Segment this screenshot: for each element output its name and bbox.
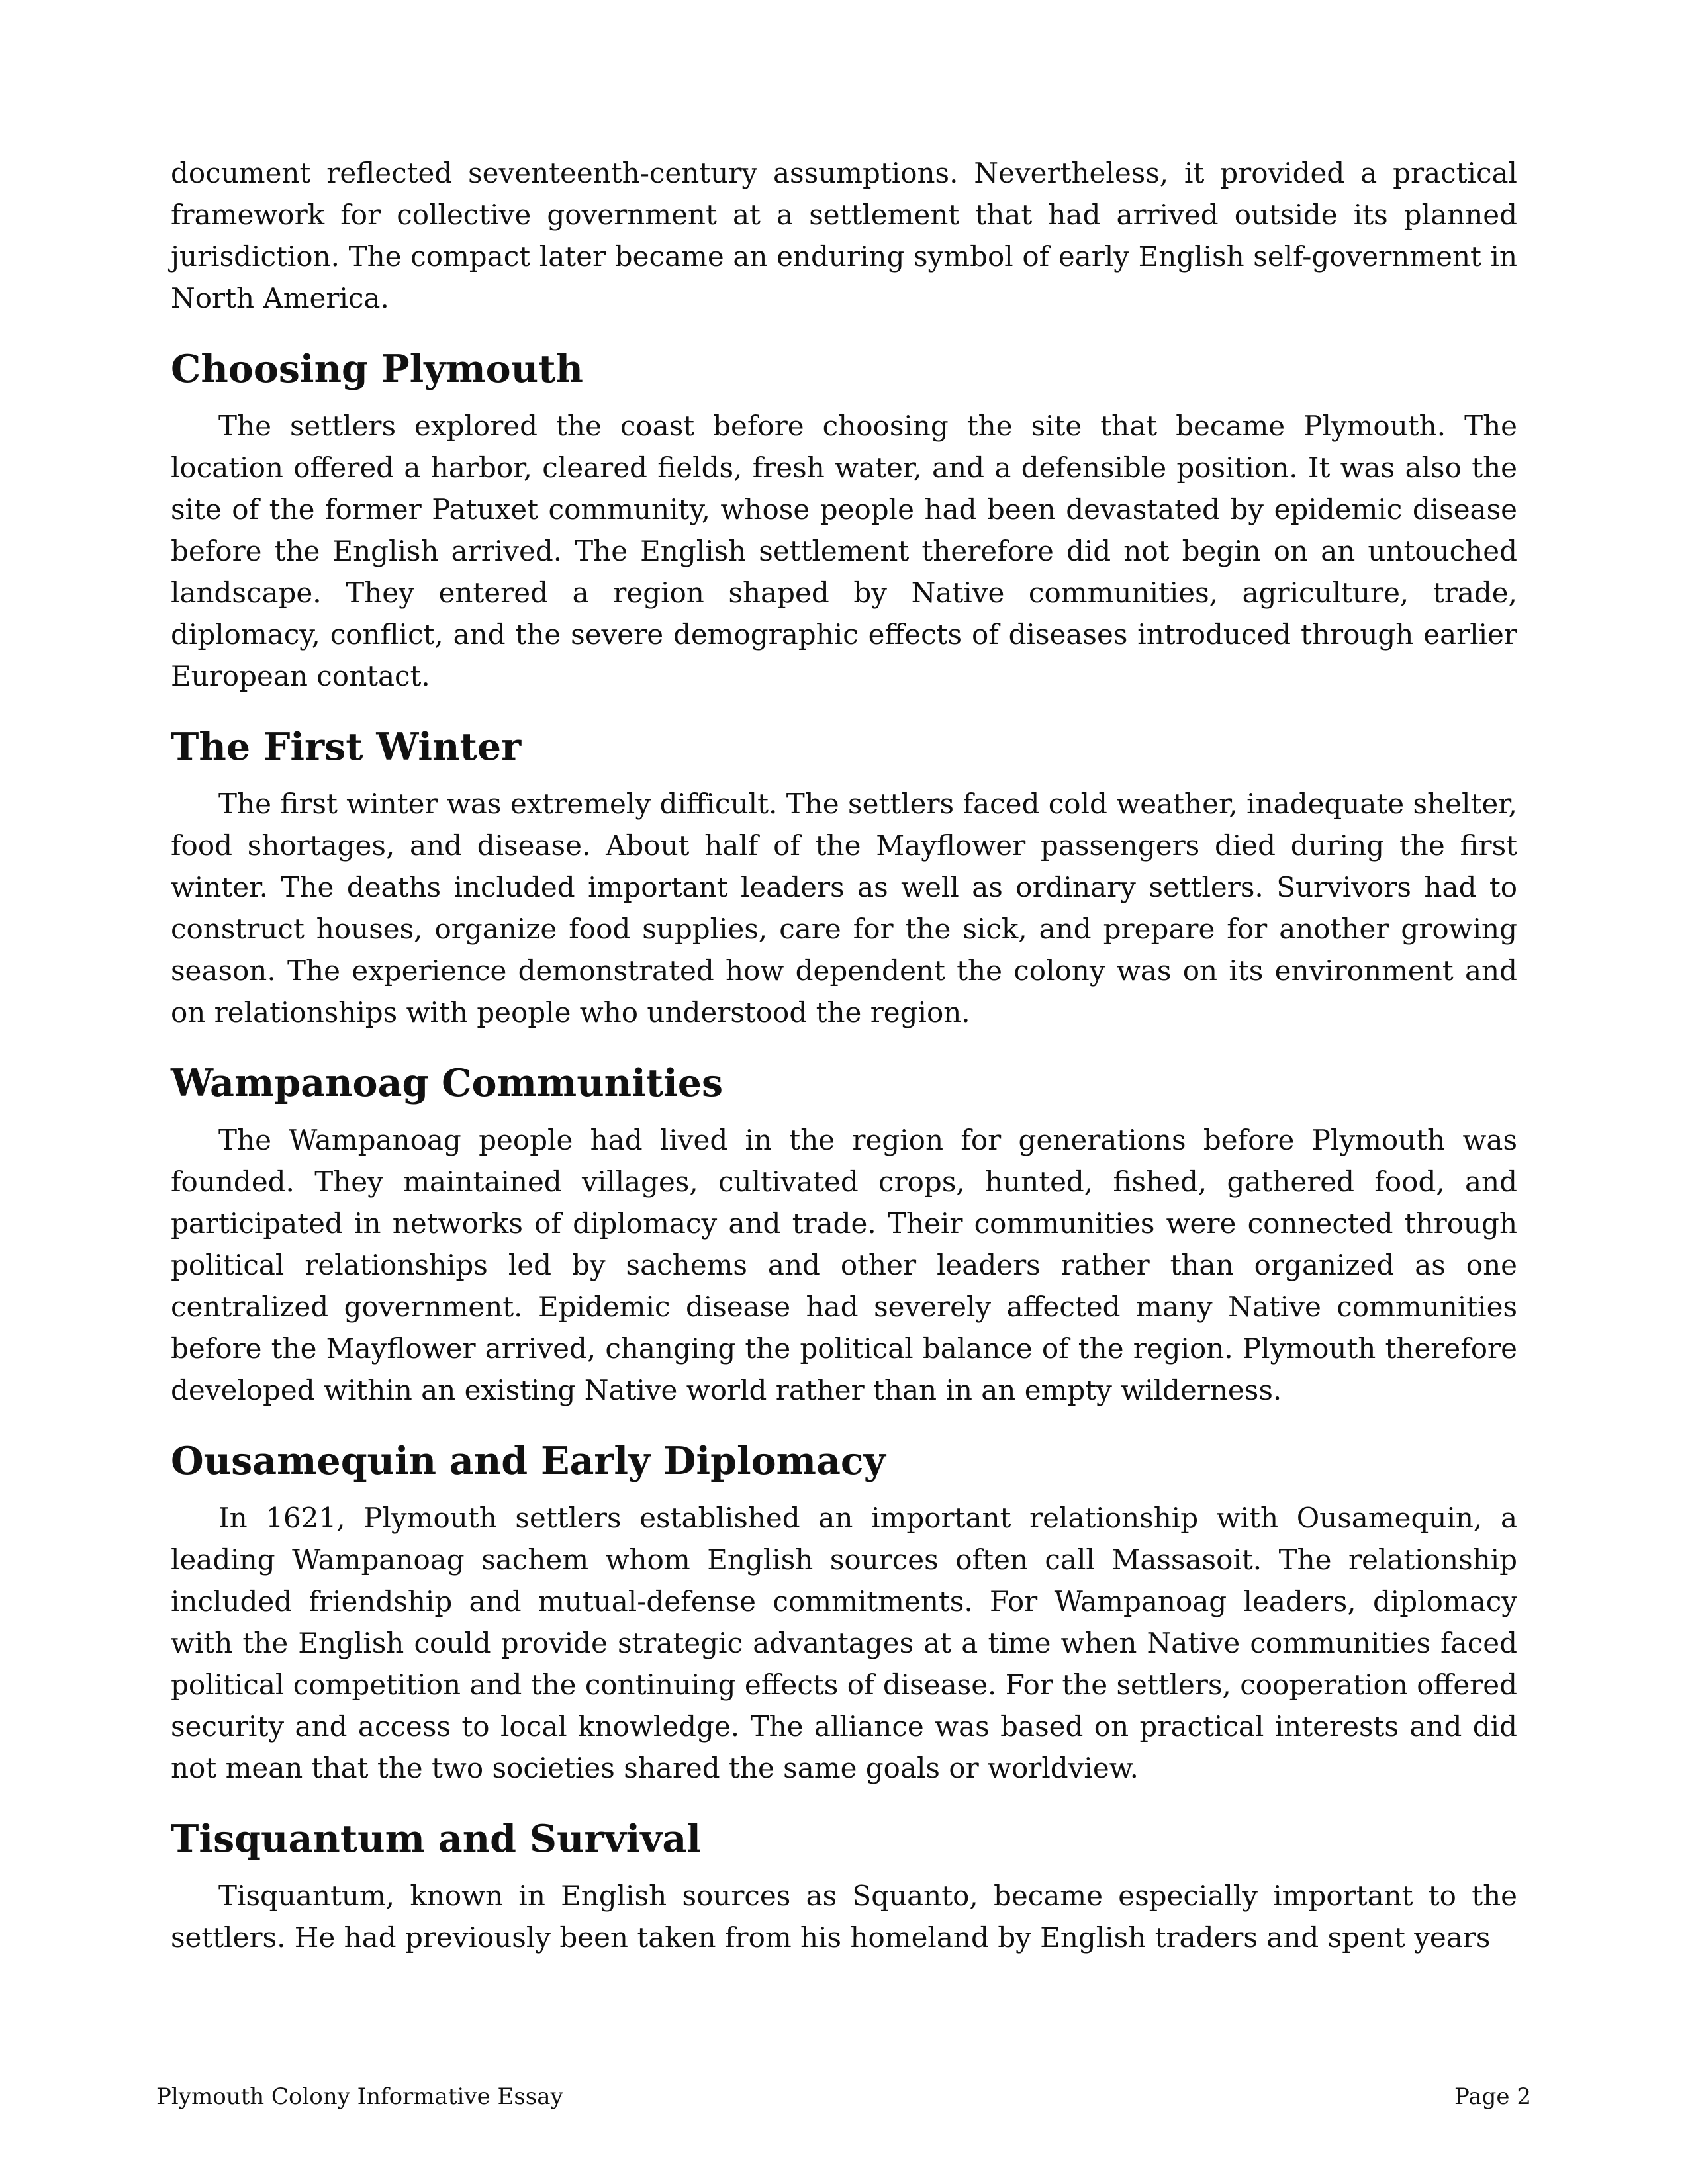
section-heading-tisquantum-survival: Tisquantum and Survival [171, 1817, 701, 1861]
section-paragraph-first-winter: The first winter was extremely difficult. The settlers faced cold weather, inadequate shelter, food shortages, and disease. About half of the Mayflower passengers died during the first winter. The deaths included important leaders as well as ordinary settlers. Survivors had to construct houses, organize food supplies, care for the sick, and prepare for another growing season. The experience demonstrated how dependent the colony was on its environment and on relationships with people who understood the region. [171, 788, 1517, 1028]
section-paragraph-tisquantum-survival: Tisquantum, known in English sources as Squanto, became especially important to the settlers. He had previously been taken from his homeland by English traders and spent years [171, 1880, 1517, 1954]
intro-paragraph: document reflected seventeenth-century assumptions. Nevertheless, it provided a practical framework for collective government at a settlement that had arrived outside its planned jurisdiction. The compact later became an enduring symbol of early English self-government in North America. [171, 157, 1517, 314]
section-heading-first-winter: The First Winter [171, 725, 522, 769]
section-paragraph-choosing-plymouth: The settlers explored the coast before choosing the site that became Plymouth. The location offered a harbor, cleared fields, fresh water, and a defensible position. It was also the site of the former Patuxet community, whose people had been devastated by epidemic disease before the English arrived. The English settlement therefore did not begin on an untouched landscape. They entered a region shaped by Native communities, agriculture, trade, diplomacy, conflict, and the severe demographic effects of diseases introduced through earlier European contact. [171, 410, 1517, 692]
document-body [171, 152, 1517, 1958]
section-paragraph-ousamequin-diplomacy: In 1621, Plymouth settlers established an important relationship with Ousamequin, a leading Wampanoag sachem whom English sources often call Massasoit. The relationship included friendship and mutual-defense commitments. For Wampanoag leaders, diplomacy with the English could provide strategic advantages at a time when Native communities faced political competition and the continuing effects of disease. For the settlers, cooperation offered security and access to local knowledge. The alliance was based on practical interests and did not mean that the two societies shared the same goals or worldview. [171, 1502, 1517, 1784]
section-heading-choosing-plymouth: Choosing Plymouth [171, 347, 583, 391]
section-heading-ousamequin-diplomacy: Ousamequin and Early Diplomacy [171, 1439, 886, 1483]
footer-document-title: Plymouth Colony Informative Essay [156, 2083, 563, 2110]
footer-page-number: Page 2 [1454, 2083, 1531, 2110]
section-paragraph-wampanoag-communities: The Wampanoag people had lived in the region for generations before Plymouth was founded. They maintained villages, cultivated crops, hunted, fished, gathered food, and participated in networks of diplomacy and trade. Their communities were connected through political relationships led by sachems and other leaders rather than organized as one centralized government. Epidemic disease had severely affected many Native communities before the Mayflower arrived, changing the political balance of the region. Plymouth therefore developed within an existing Native world rather than in an empty wilderness. [171, 1124, 1517, 1406]
section-heading-wampanoag-communities: Wampanoag Communities [171, 1061, 724, 1105]
